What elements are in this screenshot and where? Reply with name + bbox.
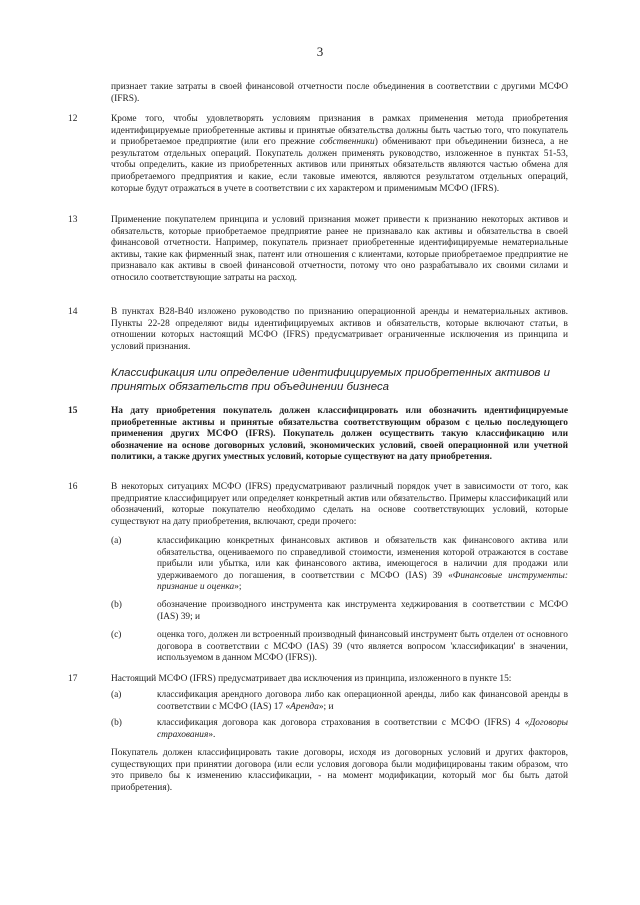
item-text: оценка того, должен ли встроенный производный финансовый инструмент быть отделен от основного договора в соответствии с МСФО (IAS) 39 (что является вопросом 'классификации' в значении, используемом в данном МСФО (IFRS)). [157, 630, 568, 664]
item-16a [111, 536, 568, 594]
intro-paragraph [68, 82, 568, 105]
paragraph-text: Настоящий МСФО (IFRS) предусматривает два исключения из принципа, изложенного в пункте 15: [111, 674, 512, 684]
item-text: обозначение производного инструмента как инструмента хеджирования в соответствии с МСФО (IAS) 39; и [157, 600, 568, 622]
paragraph-text: В пунктах B28-B40 изложено руководство по признанию операционной аренды и нематериальных активов. Пункты 22-28 определяют виды идентифицируемых активов и обязательств, которые включают статьи, в отношении которых настоящий МСФО (IFRS) предусматривает ограниченные исключения из принципа и условий признания. [111, 307, 568, 352]
paragraph-16 [68, 482, 568, 528]
paragraph-number: 17 [68, 674, 78, 684]
paragraph-17 [68, 674, 568, 686]
item-text: классификация арендного договора либо как операционной аренды, либо как финансовой аренды в соответствии с МСФО (IAS) 17 «Аренда»; и [157, 690, 568, 712]
page-number: 3 [316, 44, 324, 59]
paragraph-text: В некоторых ситуациях МСФО (IFRS) предусматривают различный порядок учет в зависимости от того, как предприятие классифицирует или определяет конкретный актив или обязательство. Примеры классификаций или обозначений, которые покупателю необходимо сделать на основе соответствующих условий, которые существуют на дату приобретения, включают, среди прочего: [111, 482, 568, 527]
item-label: (a) [111, 690, 122, 700]
paragraph-17-followup: Покупатель должен классифицировать такие договоры, исходя из договорных условий и других факторов, существующих при принятии договора (или если условия договора были модифицированы таким образом, что это привело бы к изменению классификации, - на момент модификации, который мог бы быть датой приобретения). [111, 748, 568, 793]
paragraph-13 [68, 215, 568, 285]
intro-text: признает такие затраты в своей финансовой отчетности после объединения в соответствии с другими МСФО (IFRS). [111, 82, 568, 104]
item-17b [111, 718, 568, 741]
paragraph-14 [68, 307, 568, 353]
item-label: (a) [111, 536, 122, 546]
paragraph-number: 16 [68, 482, 78, 492]
item-text: классификация договора как договора страхования в соответствии с МСФО (IFRS) 4 «Договоры страхования». [157, 718, 568, 740]
paragraph-number: 15 [68, 406, 78, 416]
item-label: (c) [111, 630, 122, 640]
paragraph-text: Кроме того, чтобы удовлетворять условиям признания в рамках применения метода приобретения идентифицируемые приобретенные активы и принятые обязательства должны быть частью того, что покупатель и приобретаемое предприятие (или его прежние собственники) обменивают при объединении бизнеса, а не результатом отдельных операций. Покупатель должен применять руководство, изложенное в пунктах 51-53, чтобы определить, какие из приобретенных активов или принятых обязательств являются частью обмена для приобретаемого предприятия и какие, если таковые имеются, являются результатом отдельных операций, которые будут отражаться в учете в соответствии с их характером и применимым МСФО (IFRS). [111, 114, 568, 194]
paragraph-number: 13 [68, 215, 78, 225]
section-heading: Классификация или определение идентифицируемых приобретенных активов и принятых обязательств при объединении бизнеса [111, 367, 551, 393]
paragraph-15 [68, 406, 568, 464]
paragraph-number: 14 [68, 307, 78, 317]
item-text: классификацию конкретных финансовых активов и обязательств как финансового актива или обязательства, оцениваемого по справедливой стоимости, изменения которой отражаются в составе прибыли или убытка, или как финансового актива, имеющегося в наличии для продажи или удерживаемого до погашения, в соответствии с МСФО (IAS) 39 «Финансовые инструменты: признание и оценка»; [157, 536, 568, 593]
paragraph-text: Применение покупателем принципа и условий признания может привести к признанию некоторых активов и обязательств, которые приобретаемое предприятие ранее не признавало как активы и обязательства в своей финансовой отчетности. Например, покупатель признает приобретенные идентифицируемые нематериальные активы, такие как фирменный знак, патент или отношения с клиентами, которые приобретаемое предприятие не признавало как активы в своей финансовой отчетности, потому что оно разрабатывало их своими силами и относило соответствующие затраты на расход. [111, 215, 568, 283]
item-17a [111, 690, 568, 713]
item-16c [111, 630, 568, 665]
paragraph-text: На дату приобретения покупатель должен классифицировать или обозначить идентифицируемые приобретенные активы и принятые обязательства соответствующим образом с целью последующего применения других МСФО (IFRS). Покупатель должен осуществить такую классификацию или обозначение на основе договорных условий, экономических условий, своей операционной или учетной политики, а также других уместных условий, которые существуют на дату приобретения. [111, 406, 568, 463]
item-label: (b) [111, 600, 122, 610]
paragraph-12 [68, 114, 568, 195]
paragraph-number: 12 [68, 114, 78, 124]
item-label: (b) [111, 718, 122, 728]
item-16b [111, 600, 568, 623]
